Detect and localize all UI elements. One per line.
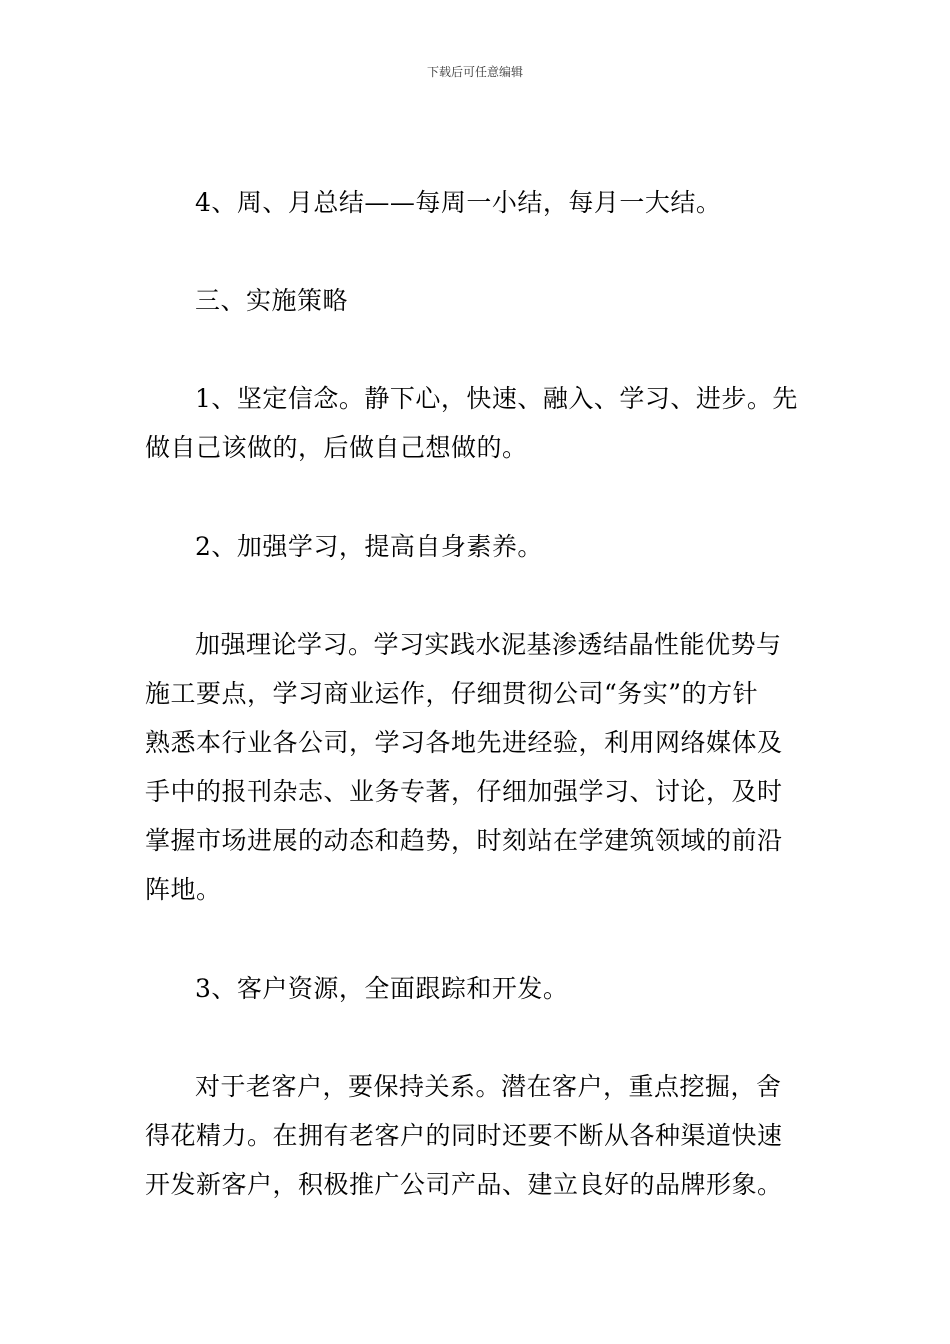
text-line: 2、加强学习，提高自身素养。 [195, 532, 543, 561]
text-line: 熟悉本行业各公司，学习各地先进经验，利用网络媒体及 [145, 728, 783, 757]
text-line: 手中的报刊杂志、业务专著，仔细加强学习、讨论，及时 [145, 777, 783, 806]
text-line: 3、客户资源，全面跟踪和开发。 [195, 974, 569, 1003]
text-line: 阵地。 [145, 875, 222, 904]
text-line: 加强理论学习。学习实践水泥基渗透结晶性能优势与 [195, 630, 782, 659]
text-line: 掌握市场进展的动态和趋势，时刻站在学建筑领域的前沿 [145, 826, 783, 855]
page-header-note: 下载后可任意编辑 [426, 65, 523, 79]
text-line: 1、坚定信念。静下心，快速、融入、学习、进步。先 [195, 384, 798, 413]
section-heading-strategy [145, 276, 810, 325]
paragraph-strengthen-learning [145, 522, 810, 571]
text-line: 三、实施策略 [195, 286, 349, 315]
paragraph-firm-belief [145, 374, 810, 472]
text-line: 4、周、月总结——每周一小结，每月一大结。 [195, 188, 722, 217]
text-line: 做自己该做的，后做自己想做的。 [145, 433, 528, 462]
paragraph-customer-resources [145, 964, 810, 1013]
paragraph-old-customers [145, 1062, 810, 1209]
text-line: 施工要点，学习商业运作，仔细贯彻公司“务实”的方针 [145, 679, 759, 708]
text-line: 对于老客户，要保持关系。潜在客户，重点挖掘，舍 [195, 1072, 782, 1101]
text-line: 得花精力。在拥有老客户的同时还要不断从各种渠道快速 [145, 1121, 783, 1150]
text-line: 开发新客户，积极推广公司产品、建立良好的品牌形象。 [145, 1170, 783, 1199]
paragraph-theory-learning [145, 620, 810, 914]
paragraph-weekly-monthly-summary [145, 178, 810, 227]
